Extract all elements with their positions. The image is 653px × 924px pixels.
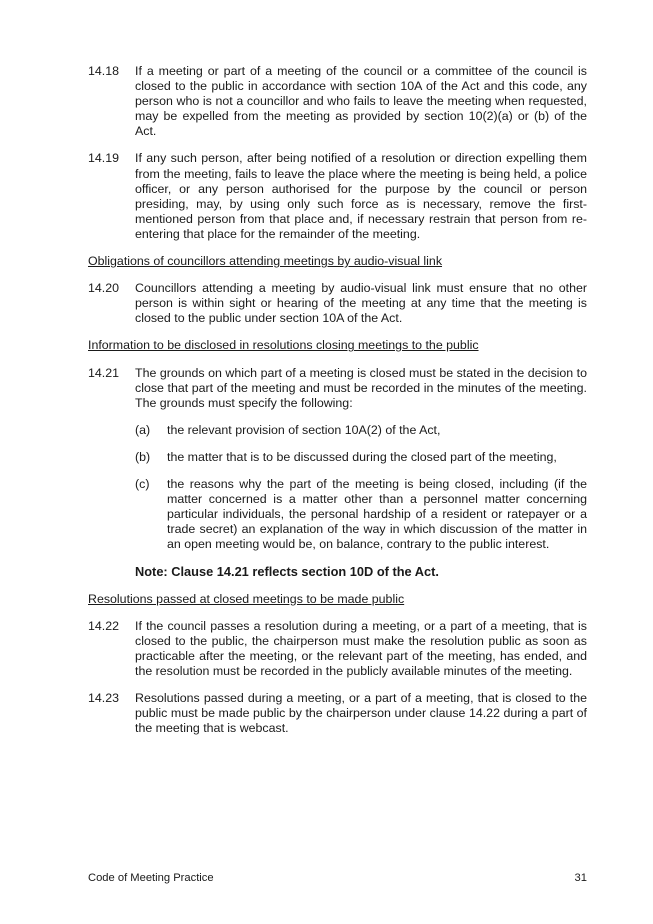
sub-item-text: the matter that is to be discussed during the closed part of the meeting, [167, 449, 557, 464]
clause-number: 14.22 [88, 618, 120, 633]
footer-document-title: Code of Meeting Practice [88, 872, 214, 884]
section-heading-audio-visual: Obligations of councillors attending meetings by audio-visual link [88, 254, 443, 269]
section-heading-disclosure: Information to be disclosed in resolutions closing meetings to the public [88, 338, 479, 353]
sub-item-label: (c) [135, 476, 150, 491]
clause-text: If any such person, after being notified of a resolution or direction expelling them from the meeting, fails to leave the place where the meeting is being held, a police officer, or any person authorised for the purpose by the council or person presiding, may, by using only such force as is necessary, remove the first-mentioned person from that place and, if necessary restrain that person from re-entering that place for the remainder of the meeting. [135, 151, 587, 241]
sub-item-label: (a) [135, 422, 151, 437]
clause-number: 14.19 [88, 151, 120, 166]
clause-14-18 [88, 64, 587, 139]
sub-item-text: the reasons why the part of the meeting is being closed, including (if the matter concerned is a matter other than a personnel matter concerning particular individuals, the personal hardship of a resident or ratepayer or a trade secret) an explanation of the way in which discussion of the matter in an open meeting would be, on balance, contrary to the public interest. [167, 476, 587, 552]
clause-text: Resolutions passed during a meeting, or a part of a meeting, that is closed to the public must be made public by the chairperson under clause 14.22 during a part of the meeting that is webcast. [135, 691, 587, 736]
sub-list [135, 423, 587, 553]
sub-item-text: the relevant provision of section 10A(2) of the Act, [167, 422, 441, 437]
sub-item-c [135, 477, 587, 552]
sub-item-a [135, 423, 587, 438]
sub-item-b [135, 450, 587, 465]
clause-14-23 [88, 691, 587, 736]
clause-14-20 [88, 281, 587, 326]
clause-number: 14.23 [88, 691, 120, 705]
footer-page-number: 31 [574, 872, 587, 884]
clause-14-22 [88, 619, 587, 679]
clause-number: 14.21 [88, 365, 120, 380]
clause-number: 14.20 [88, 281, 120, 296]
clause-text: If the council passes a resolution during a meeting, or a part of a meeting, that is closed to the public, the chairperson must make the resolution public as soon as practicable after the meeting, or the relevant part of the meeting, has ended, and the resolution must be recorded in the publicly available minutes of the meeting. [135, 618, 587, 678]
section-heading-resolutions: Resolutions passed at closed meetings to be made public [88, 591, 405, 606]
clause-text: Councillors attending a meeting by audio-visual link must ensure that no other person is within sight or hearing of the meeting at any time that the meeting is closed to the public under section 10A of the Act. [135, 281, 587, 326]
note-text: Note: Clause 14.21 reflects section 10D of the Act. [135, 564, 439, 580]
page-footer [88, 871, 587, 886]
sub-item-label: (b) [135, 449, 151, 464]
clause-14-21 [88, 366, 587, 553]
clause-body [135, 366, 587, 553]
clause-text: The grounds on which part of a meeting is closed must be stated in the decision to close that part of the meeting and must be recorded in the minutes of the meeting. The grounds must specify the following: [135, 365, 587, 410]
clause-text: If a meeting or part of a meeting of the council or a committee of the council is closed to the public in accordance with section 10A of the Act and this code, any person who is not a councillor and who fails to leave the meeting when requested, may be expelled from the meeting as provided by section 10(2)(a) or (b) of the Act. [135, 64, 587, 139]
clause-14-19 [88, 151, 587, 242]
clause-number: 14.18 [88, 64, 120, 78]
page-content [88, 64, 587, 748]
